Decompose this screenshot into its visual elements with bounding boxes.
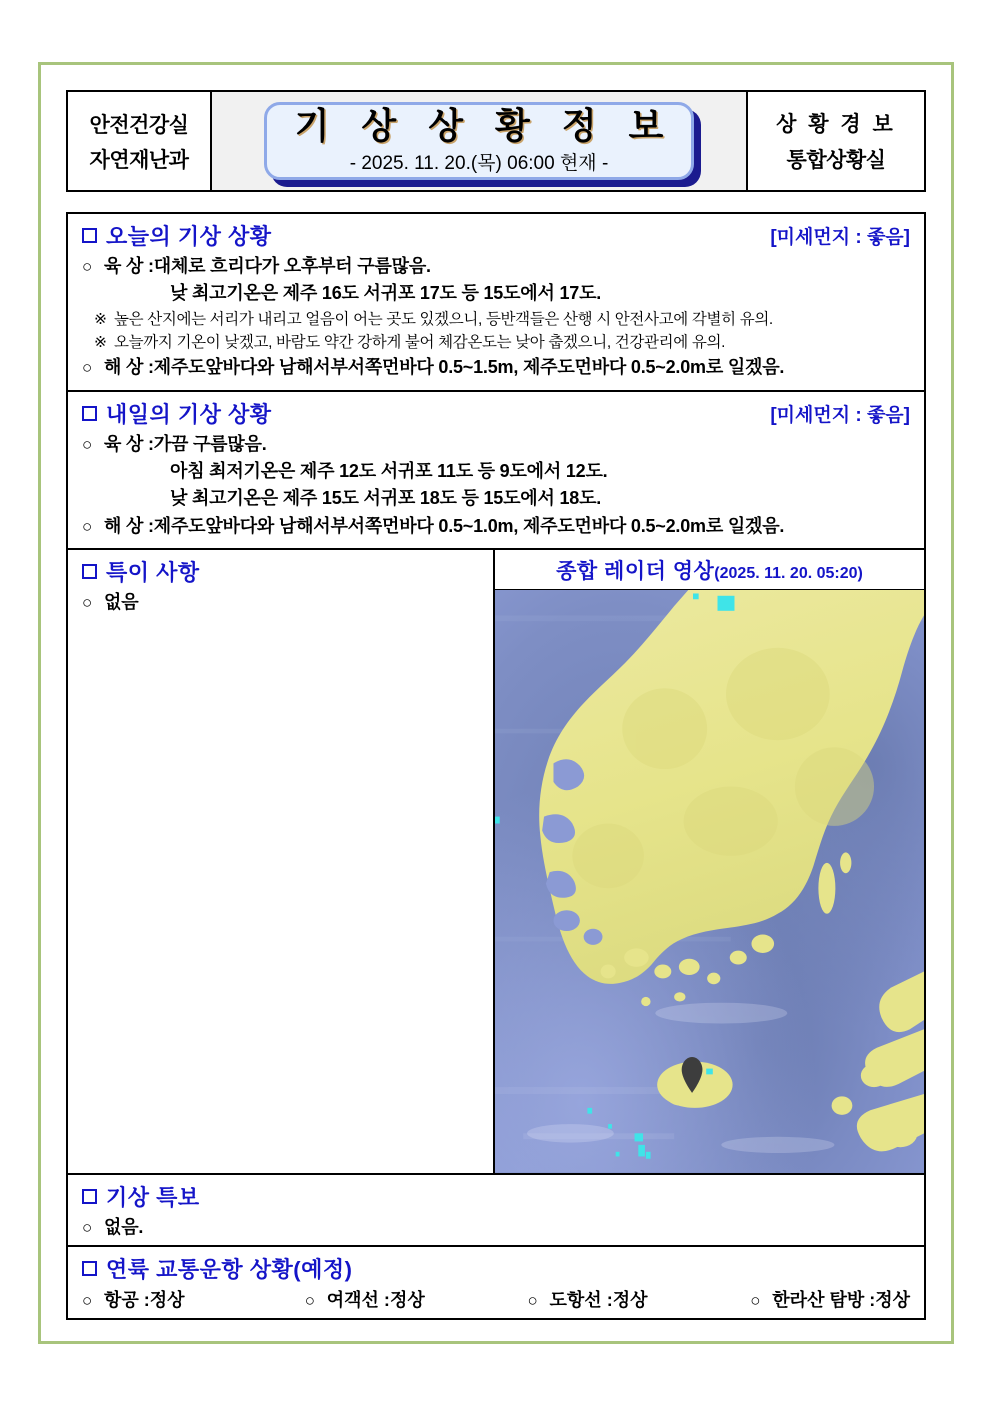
today-note-2-text: 오늘까지 기온이 낮겠고, 바람도 약간 강하게 불어 체감온도는 낮아 춥겠으니, 건강관리에 유의. xyxy=(114,333,726,351)
checkbox-icon xyxy=(82,1261,97,1276)
section-today-header xyxy=(82,220,910,251)
radar-image-svg xyxy=(495,590,924,1173)
document-body xyxy=(66,212,926,1320)
today-sea-label: 해 상 : xyxy=(104,357,154,378)
transport-items-row xyxy=(82,1286,910,1312)
page-title: 기 상 상 황 정 보 xyxy=(294,104,675,146)
tomorrow-sea-label: 해 상 : xyxy=(104,515,154,536)
transport-item-ferry xyxy=(305,1286,528,1312)
document-header xyxy=(66,90,926,192)
tomorrow-land-value: 가끔 구름많음. xyxy=(153,433,267,454)
today-sea-row xyxy=(82,354,910,381)
section-alert-title-text: 기상 특보 xyxy=(106,1184,200,1210)
section-transport-status xyxy=(68,1247,924,1318)
header-department-cell xyxy=(68,92,212,190)
bullet-icon: ○ xyxy=(750,1291,761,1310)
section-transport-title xyxy=(82,1253,352,1284)
today-temperature-line: 낮 최고기온은 제주 16도 서귀포 17도 등 15도에서 17도. xyxy=(170,283,602,304)
bullet-icon: ○ xyxy=(82,593,93,613)
note-mark-icon: ※ xyxy=(94,333,107,351)
today-land-value: 대체로 흐리다가 오후부터 구름많음. xyxy=(153,256,431,276)
tomorrow-land-row xyxy=(82,431,910,458)
page-subtitle-datetime: - 2025. 11. 20.(목) 06:00 현재 - xyxy=(349,153,609,175)
tomorrow-sea-value: 제주도앞바다와 남해서부서쪽먼바다 0.5~1.0m, 제주도먼바다 0.5~2.0m로 일겠음. xyxy=(153,515,785,536)
office-line-1: 상 황 경 보 xyxy=(776,113,896,136)
radar-caption-title: 종합 레이더 영상 xyxy=(556,560,715,584)
special-item-row xyxy=(82,589,479,616)
section-tomorrow-title xyxy=(82,398,272,429)
transport-item-air xyxy=(82,1286,305,1312)
note-mark-icon: ※ xyxy=(94,310,107,328)
section-tomorrow-weather xyxy=(68,392,924,550)
section-transport-header xyxy=(82,1253,910,1284)
transport-hallasan-label: 한라산 탐방 : xyxy=(772,1290,876,1310)
section-weather-alert xyxy=(68,1175,924,1247)
title-plaque xyxy=(264,102,694,180)
checkbox-icon xyxy=(82,228,97,243)
bullet-icon: ○ xyxy=(82,358,93,378)
transport-item-crossing-boat xyxy=(528,1286,751,1312)
section-today-weather xyxy=(68,214,924,392)
transport-air-label: 항공 : xyxy=(104,1290,150,1310)
bullet-icon: ○ xyxy=(82,1217,93,1237)
bullet-icon: ○ xyxy=(82,434,93,454)
today-note-2 xyxy=(82,331,910,354)
tomorrow-max-temperature-line: 낮 최고기온은 제주 15도 서귀포 18도 등 15도에서 18도. xyxy=(170,488,602,509)
special-item-text: 없음 xyxy=(104,592,139,613)
transport-ferry-label: 여객선 : xyxy=(326,1290,390,1310)
tomorrow-sea-row xyxy=(82,513,910,540)
section-tomorrow-header xyxy=(82,398,910,429)
section-special-and-radar xyxy=(68,550,924,1175)
department-line-1: 안전건강실 xyxy=(89,113,189,137)
checkbox-icon xyxy=(82,406,97,421)
title-plaque-body xyxy=(264,102,694,180)
bullet-icon: ○ xyxy=(82,257,93,276)
checkbox-icon xyxy=(82,1189,97,1204)
header-title-cell xyxy=(212,92,746,190)
today-sea-value: 제주도앞바다와 남해서부서쪽먼바다 0.5~1.5m, 제주도먼바다 0.5~2.0m로 일겠음. xyxy=(153,357,785,378)
today-land-label: 육 상 : xyxy=(104,256,154,276)
tomorrow-min-temperature-line: 아침 최저기온은 제주 12도 서귀포 11도 등 9도에서 12도. xyxy=(170,460,608,481)
bullet-icon: ○ xyxy=(304,1291,316,1310)
checkbox-icon xyxy=(82,564,97,579)
section-special-title xyxy=(82,556,200,587)
section-special-notes xyxy=(68,550,493,1173)
transport-ferry-status: 정상 xyxy=(389,1290,425,1310)
section-tomorrow-title-text: 내일의 기상 상황 xyxy=(106,401,272,427)
radar-caption xyxy=(495,550,924,589)
header-office-cell xyxy=(746,92,924,190)
section-today-title-text: 오늘의 기상 상황 xyxy=(106,224,272,249)
bullet-icon: ○ xyxy=(527,1291,538,1310)
radar-caption-timestamp: (2025. 11. 20. 05:20) xyxy=(714,565,863,583)
section-special-title-text: 특이 사항 xyxy=(106,560,200,586)
alert-item-row xyxy=(82,1214,910,1241)
today-note-1 xyxy=(82,308,910,331)
section-today-title xyxy=(82,220,272,251)
bullet-icon: ○ xyxy=(82,1291,93,1310)
tomorrow-land-label: 육 상 : xyxy=(104,433,154,454)
radar-image xyxy=(495,589,924,1173)
tomorrow-dust-badge: [미세먼지 : 좋음] xyxy=(770,404,910,426)
alert-item-text: 없음. xyxy=(104,1216,144,1237)
bullet-icon: ○ xyxy=(82,516,93,536)
radar-panel xyxy=(493,550,924,1173)
section-alert-header xyxy=(82,1181,910,1212)
today-note-1-text: 높은 산지에는 서리가 내리고 얼음이 어는 곳도 있겠으니, 등반객들은 산행 시 안전사고에 각별히 유의. xyxy=(114,310,773,328)
transport-hallasan-status: 정상 xyxy=(875,1290,911,1310)
transport-air-status: 정상 xyxy=(149,1290,185,1310)
transport-crossing-label: 도항선 : xyxy=(549,1290,613,1310)
transport-item-hallasan xyxy=(750,1286,910,1312)
today-land-row xyxy=(82,253,910,280)
office-line-2: 통합상황실 xyxy=(786,149,886,172)
section-transport-title-text: 연륙 교통운항 상황(예정) xyxy=(106,1257,353,1282)
transport-crossing-status: 정상 xyxy=(612,1290,648,1310)
section-special-header xyxy=(82,556,479,587)
section-alert-title xyxy=(82,1181,200,1212)
today-dust-badge: [미세먼지 : 좋음] xyxy=(770,227,910,248)
department-line-2: 자연재난과 xyxy=(89,148,189,172)
